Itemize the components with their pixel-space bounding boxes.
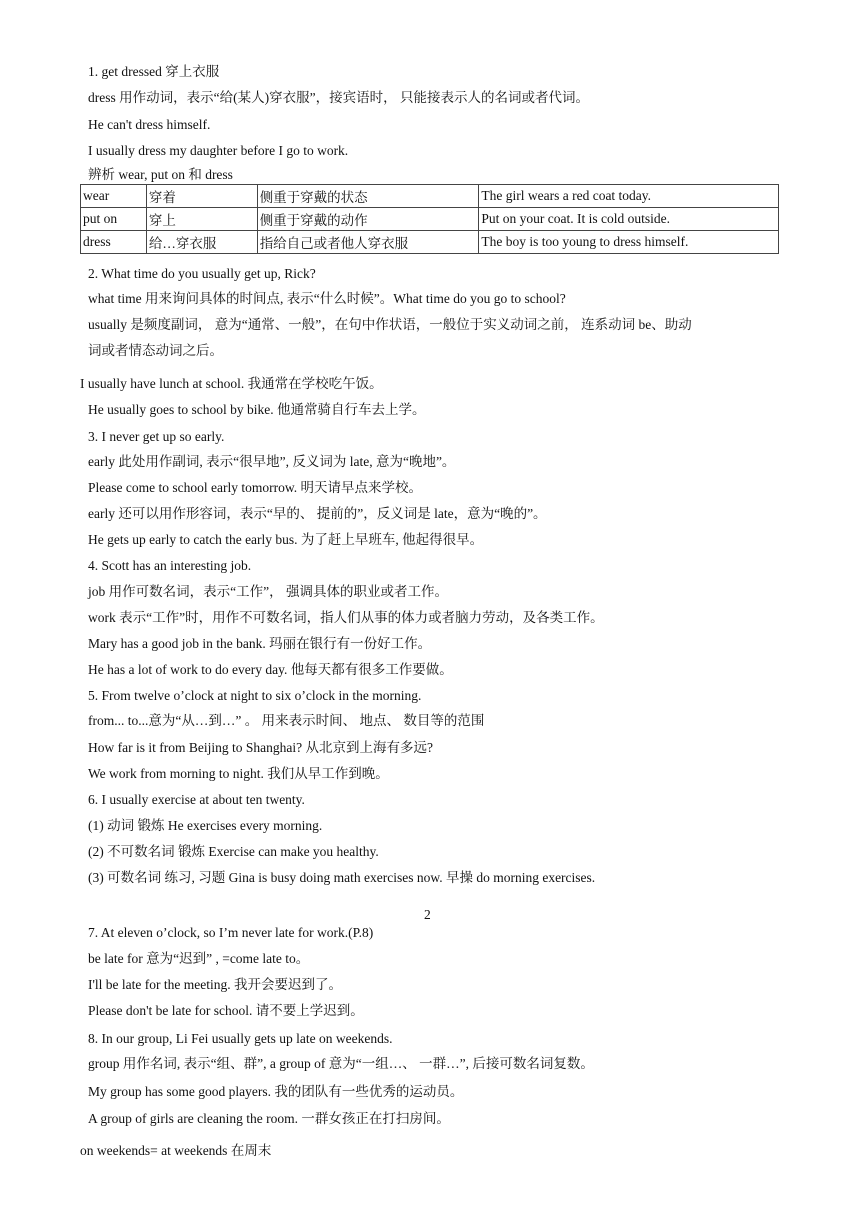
table-cell: dress	[81, 231, 147, 254]
example-sentence: How far is it from Beijing to Shanghai? 从北京到上海有多远?	[88, 740, 433, 755]
table-cell: 侧重于穿戴的动作	[257, 208, 479, 231]
table-row	[81, 208, 779, 231]
example-sentence: A group of girls are cleaning the room. 一群女孩正在打扫房间。	[88, 1111, 450, 1126]
item-8-heading: 8. In our group, Li Fei usually gets up late on weekends.	[88, 1031, 393, 1046]
text-line: dress 用作动词，表示“给(某人)穿衣服”，接宾语时， 只能接表示人的名词或者代词。	[88, 90, 589, 105]
example-sentence: Please don't be late for school. 请不要上学迟到。	[88, 1003, 364, 1018]
table-cell: 穿上	[146, 208, 257, 231]
text-line: (1) 动词 锻炼 He exercises every morning.	[88, 818, 323, 833]
example-sentence: My group has some good players. 我的团队有一些优秀的运动员。	[88, 1084, 464, 1099]
table-cell: 指给自己或者他人穿衣服	[257, 231, 479, 254]
text-line: early 此处用作副词, 表示“很早地”, 反义词为 late, 意为“晚地”。	[88, 454, 456, 469]
text-line: what time 用来询问具体的时间点, 表示“什么时候”。What time do you go to school?	[88, 291, 566, 306]
table-cell: Put on your coat. It is cold outside.	[479, 208, 779, 231]
item-6-heading: 6. I usually exercise at about ten twenty.	[88, 792, 305, 807]
example-sentence: Please come to school early tomorrow. 明天请早点来学校。	[88, 480, 422, 495]
text-line: 词或者情态动词之后。	[88, 343, 223, 358]
example-sentence: I usually dress my daughter before I go to work.	[88, 143, 349, 158]
example-sentence: Mary has a good job in the bank. 玛丽在银行有一份好工作。	[88, 636, 432, 651]
item-5-heading: 5. From twelve o’clock at night to six o’clock in the morning.	[88, 688, 422, 703]
example-sentence: He usually goes to school by bike. 他通常骑自行车去上学。	[88, 402, 426, 417]
item-7-heading: 7. At eleven o’clock, so I’m never late for work.(P.8)	[88, 925, 374, 940]
table-cell: The girl wears a red coat today.	[479, 185, 779, 208]
text-line: early 还可以用作形容词，表示“早的、 提前的”，反义词是 late，意为“晚的”。	[88, 506, 547, 521]
table-cell: 给…穿衣服	[146, 231, 257, 254]
item-1-heading: 1. get dressed 穿上衣服	[88, 64, 220, 79]
text-line: group 用作名词, 表示“组、群”, a group of 意为“一组…、 一群…”, 后接可数名词复数。	[88, 1056, 594, 1071]
table-cell: 穿着	[146, 185, 257, 208]
text-line: job 用作可数名词，表示“工作”， 强调具体的职业或者工作。	[88, 584, 448, 599]
example-sentence: He has a lot of work to do every day. 他每天都有很多工作要做。	[88, 662, 453, 677]
example-sentence: He can't dress himself.	[88, 117, 211, 132]
item-2-heading: 2. What time do you usually get up, Rick?	[88, 266, 316, 281]
example-sentence: He gets up early to catch the early bus. 为了赶上早班车, 他起得很早。	[88, 532, 484, 547]
text-line: (3) 可数名词 练习, 习题 Gina is busy doing math exercises now. 早操 do morning exercises.	[88, 870, 596, 885]
comparison-table	[80, 184, 779, 254]
page-number: 2	[424, 907, 431, 922]
item-3-heading: 3. I never get up so early.	[88, 429, 225, 444]
example-sentence: I'll be late for the meeting. 我开会要迟到了。	[88, 977, 343, 992]
table-cell: wear	[81, 185, 147, 208]
item-4-heading: 4. Scott has an interesting job.	[88, 558, 252, 573]
text-line: be late for 意为“迟到” , =come late to。	[88, 951, 310, 966]
table-cell: put on	[81, 208, 147, 231]
text-line: (2) 不可数名词 锻炼 Exercise can make you healthy.	[88, 844, 379, 859]
text-line: work 表示“工作”时，用作不可数名词，指人们从事的体力或者脑力劳动，及各类工作。	[88, 610, 604, 625]
text-line: usually 是频度副词， 意为“通常、一般”，在句中作状语，一般位于实义动词之前， 连系动词 be、助动	[88, 317, 692, 332]
comparison-heading: 辨析 wear, put on 和 dress	[88, 167, 233, 182]
example-sentence: We work from morning to night. 我们从早工作到晚。	[88, 766, 389, 781]
example-sentence: I usually have lunch at school. 我通常在学校吃午饭。	[80, 376, 383, 391]
table-cell: The boy is too young to dress himself.	[479, 231, 779, 254]
table-cell: 侧重于穿戴的状态	[257, 185, 479, 208]
table-row	[81, 231, 779, 254]
text-line: from... to...意为“从…到…” 。 用来表示时间、 地点、 数目等的范围	[88, 713, 485, 728]
text-line: on weekends= at weekends 在周末	[80, 1143, 272, 1158]
table-row	[81, 185, 779, 208]
